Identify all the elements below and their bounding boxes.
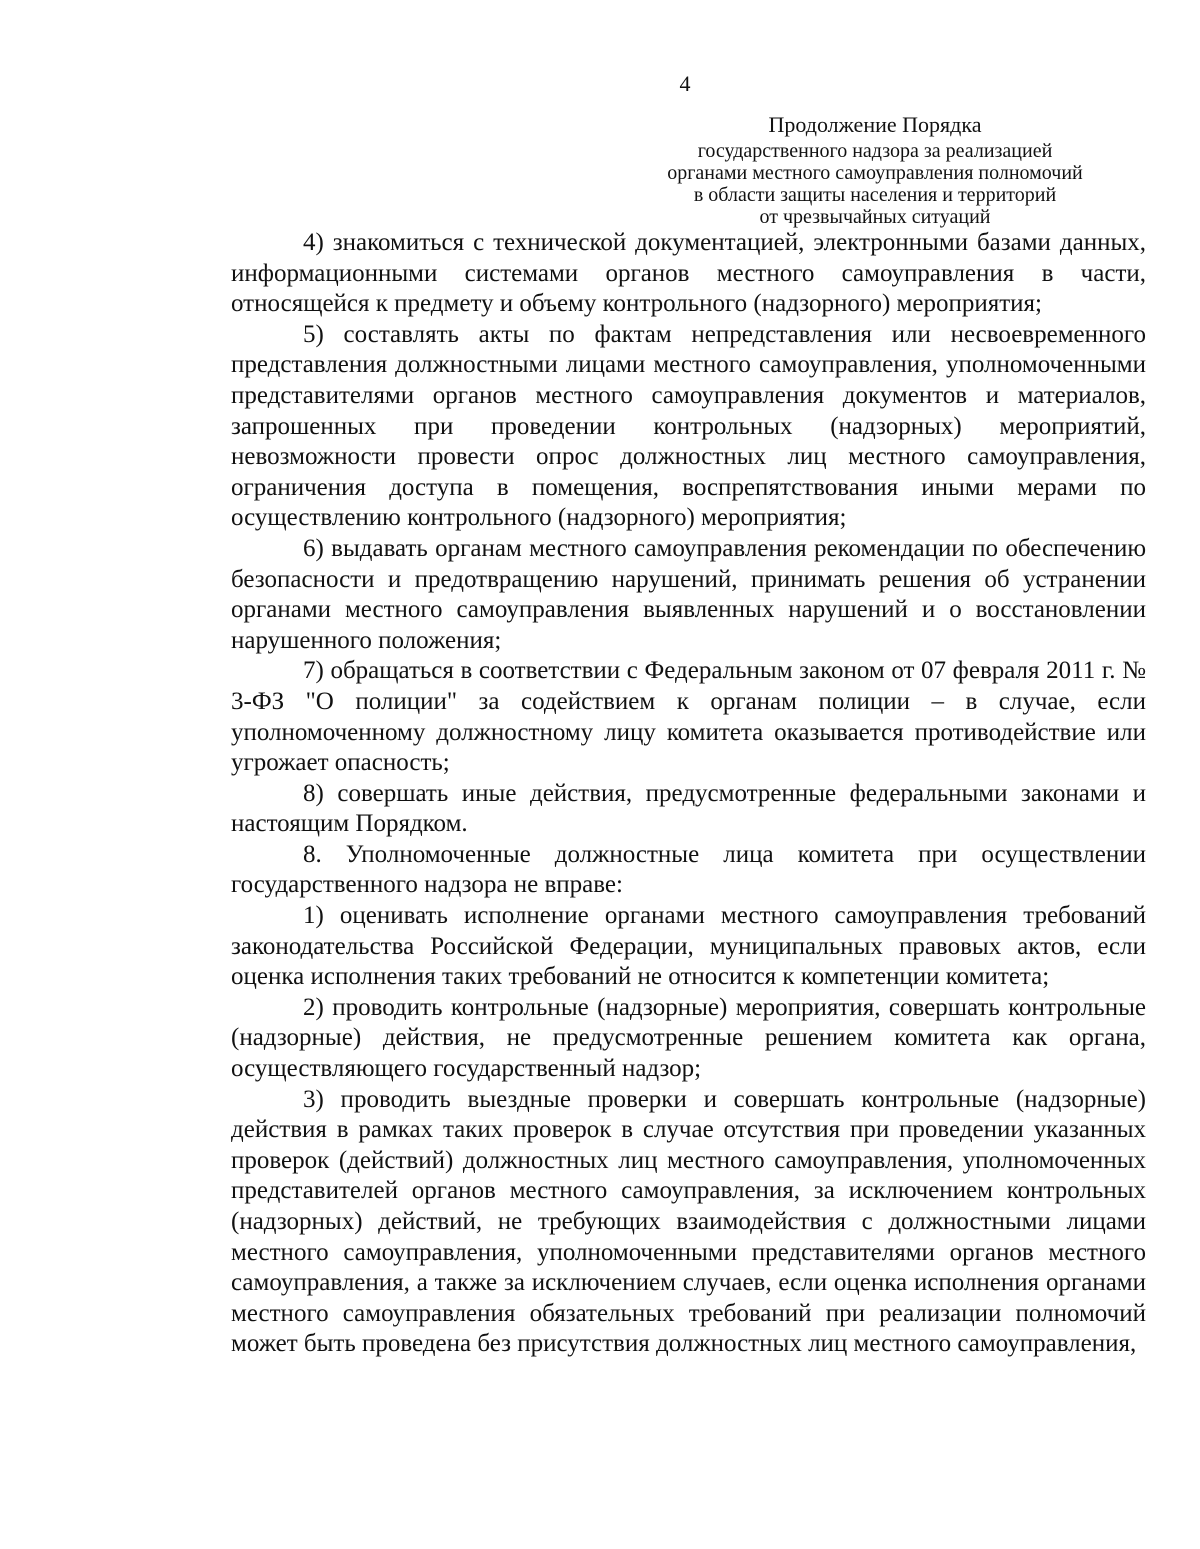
paragraph: 7) обращаться в соответствии с Федеральным законом от 07 февраля 2011 г. № 3-ФЗ "О полиции" за содействием к органам полиции – в случае, если уполномоченному должностному лицу комитета оказывается противодействие или угрожает опасность; [231,657,1146,777]
paragraph: 5) составлять акты по фактам непредставления или несвоевременного представления должностными лицами местного самоуправления, уполномоченными представителями органов местного самоуправления документов и материалов, запрошенных при проведении контрольных (надзорных) мероприятий, невозможности провести опрос должностных лиц местного самоуправления, ограничения доступа в помещения, воспрепятствования иными мерами по осуществлению контрольного (надзорного) мероприятия; [231,320,1146,532]
paragraph: 3) проводить выездные проверки и совершать контрольные (надзорные) действия в рамках таких проверок в случае отсутствия при проведении указанных проверок (действий) должностных лиц местного самоуправления, уполномоченных представителей органов местного самоуправления, за исключением контрольных (надзорных) действий, не требующих взаимодействия с должностными лицами местного самоуправления, уполномоченными представителями органов местного самоуправления, а также за исключением случаев, если оценка исполнения органами местного самоуправления обязательных требований при реализации полномочий может быть проведена без присутствия должностных лиц местного самоуправления, [231,1085,1146,1358]
paragraph: 2) проводить контрольные (надзорные) мероприятия, совершать контрольные (надзорные) действия, не предусмотренные решением комитета как органа, осуществляющего государственный надзор; [231,993,1146,1083]
paragraph: 1) оценивать исполнение органами местного самоуправления требований законодательства Российской Федерации, муниципальных правовых актов, если оценка исполнения таких требований не относится к компетенции комитета; [231,902,1146,991]
paragraph: 6) выдавать органам местного самоуправления рекомендации по обеспечению безопасности и предотвращению нарушений, принимать решения об устранении органами местного самоуправления выявленных нарушений и о восстановлении нарушенного положения; [231,534,1146,654]
page-number: 4 [679,71,691,96]
header-line: в области защиты населения и территорий [693,184,1057,206]
paragraph: 8. Уполномоченные должностные лица комитета при осуществлении государственного надзора не вправе: [231,840,1146,899]
document-body [231,228,1146,1360]
header-line: органами местного самоуправления полномочий [667,162,1083,184]
paragraph: 4) знакомиться с технической документацией, электронными базами данных, информационными системами органов местного самоуправления в части, относящейся к предмету и объему контрольного (надзорного) мероприятия; [231,229,1146,318]
header-title: Продолжение Порядка [768,112,982,137]
document-header [620,110,1130,228]
header-line: от чрезвычайных ситуаций [759,206,991,228]
paragraph: 8) совершать иные действия, предусмотренные федеральными законами и настоящим Порядком. [231,779,1146,838]
header-line: государственного надзора за реализацией [697,140,1053,162]
